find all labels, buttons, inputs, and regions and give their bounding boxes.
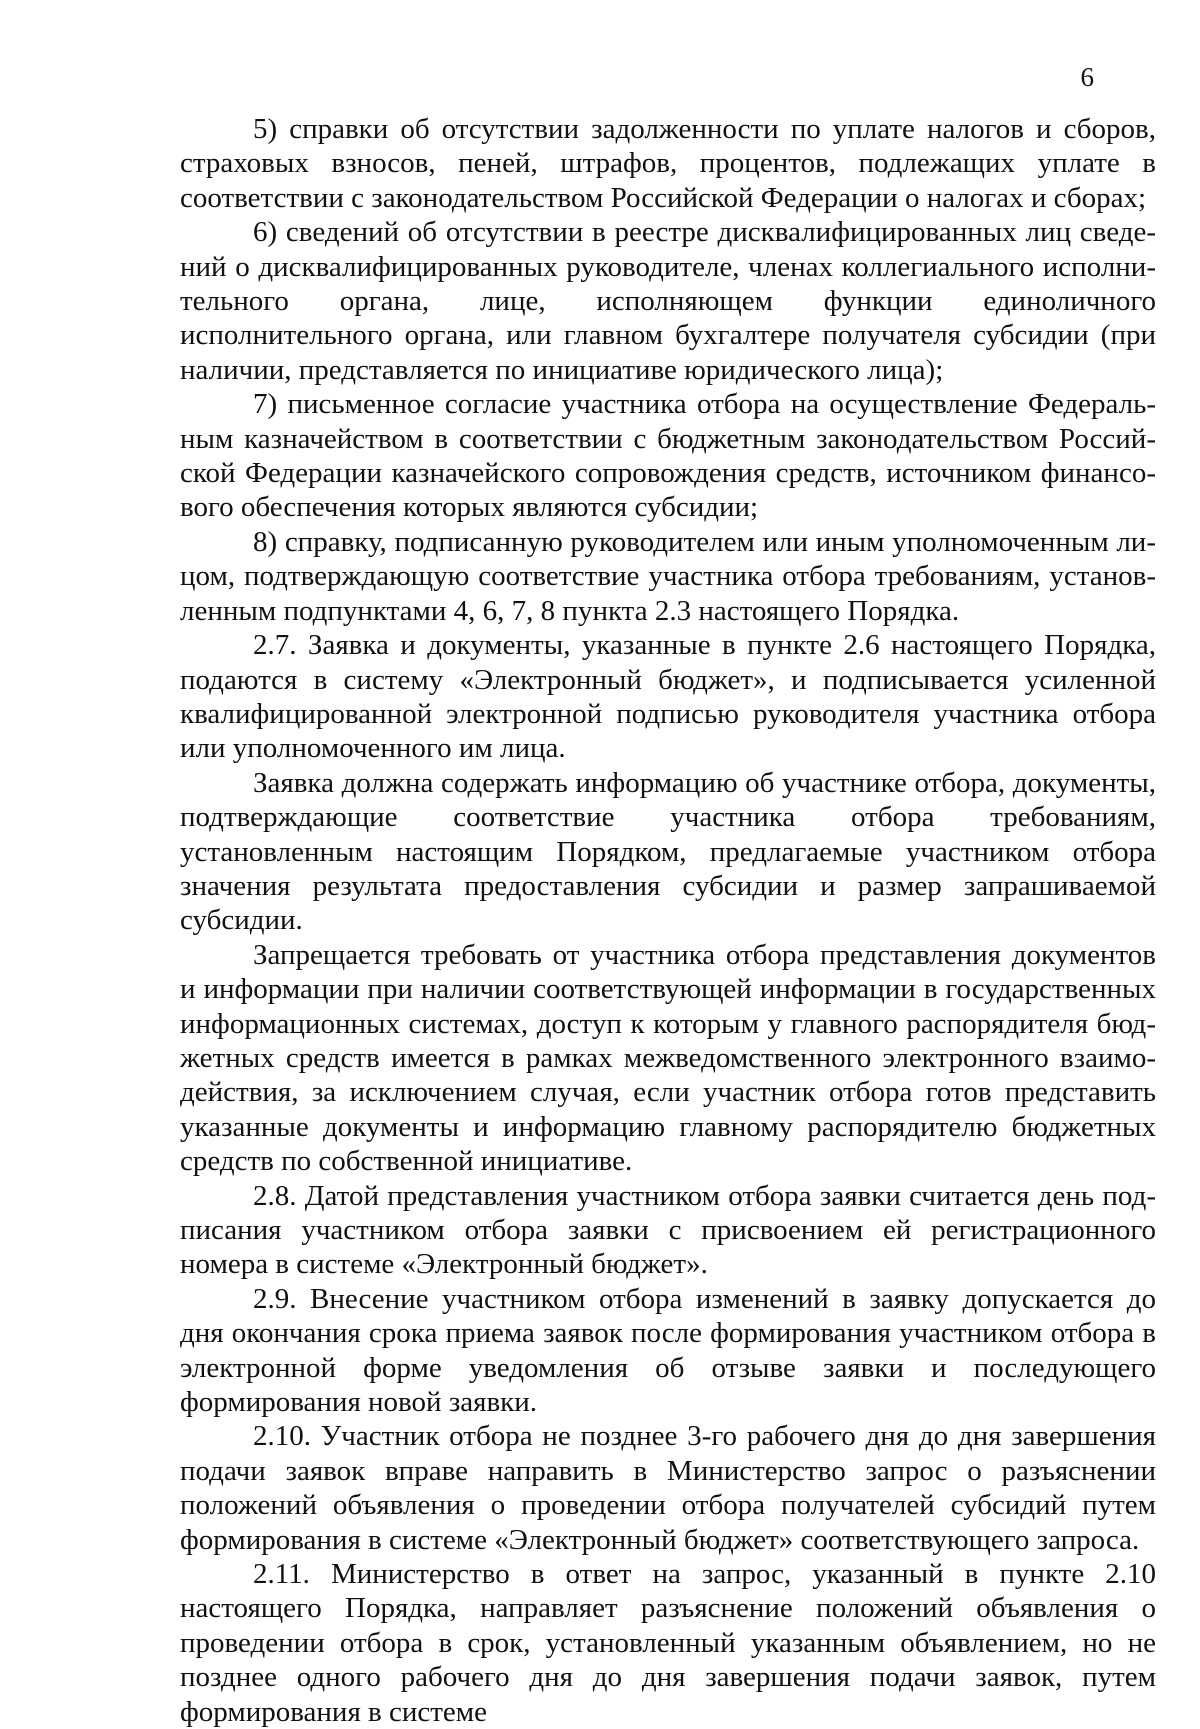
document-body <box>180 112 1156 1729</box>
paragraph-item-7: 7) письменное согласие участника отбора на осуществление Федеральным казначейством в соответствии с бюджетным законодательством Российской Федерации казначейского сопровождения средств, источником финансового обеспечения которых являются субсидии; <box>180 388 1156 524</box>
paragraph-item-5: 5) справки об отсутствии задолженности по уплате налогов и сборов, страховых взносов, пеней, штрафов, процентов, подлежащих уплате в соответствии с законодательством Российской Федерации о налогах и сборах; <box>180 113 1156 214</box>
paragraph-2-9: 2.9. Внесение участником отбора изменений в заявку допускается до дня окончания срока приема заявок после формирования участником отбора в электронной форме уведомления об отзыве заявки и последующего формирования новой заявки. <box>180 1282 1156 1419</box>
paragraph-2-8: 2.8. Датой представления участником отбора заявки считается день подписания участником отбора заявки с присвоением ей регистрационного номера в системе «Электронный бюджет». <box>180 1179 1156 1281</box>
paragraph-prohibition: Запрещается требовать от участника отбора представления документов и информации при наличии соответствующей информации в государственных информационных системах, доступ к которым у главного распорядителя бюджетных средств имеется в рамках межведомственного электронного взаимодействия, за исключением случая, если участник отбора готов представить указанные документы и информацию главному распорядителю бюджетных средств по собственной инициативе. <box>180 938 1156 1178</box>
page-number: 6 <box>1080 62 1094 92</box>
paragraph-item-8: 8) справку, подписанную руководителем или иным уполномоченным лицом, подтверждающую соответствие участника отбора требованиям, установленным подпунктами 4, 6, 7, 8 пункта 2.3 настоящего Порядка. <box>180 525 1156 627</box>
paragraph-item-6: 6) сведений об отсутствии в реестре дисквалифицированных лиц сведений о дисквалифицированных руководителе, членах коллегиального исполнительного органа, лице, исполняющем функции единоличного исполнительного органа, или главном бухгалтере получателя субсидии (при наличии, представляется по инициативе юридического лица); <box>180 216 1156 386</box>
paragraph-application-content: Заявка должна содержать информацию об участнике отбора, документы, подтверждающие соответствие участника отбора требованиям, установленным настоящим Порядком, предлагаемые участником отбора значения результата предоставления субсидии и размер запрашиваемой субсидии. <box>180 766 1156 937</box>
paragraph-2-11: 2.11. Министерство в ответ на запрос, указанный в пункте 2.10 настоящего Порядка, направляет разъяснение положений объявления о проведении отбора в срок, установленный указанным объявлением, но не позднее одного рабочего дня до дня завершения подачи заявок, путем формирования в системе <box>180 1558 1156 1728</box>
paragraph-2-7: 2.7. Заявка и документы, указанные в пункте 2.6 настоящего Порядка, подаются в систему «Электронный бюджет», и подписывается усиленной квалифицированной электронной подписью руководителя участника отбора или уполномоченного им лица. <box>180 629 1156 765</box>
paragraph-2-10: 2.10. Участник отбора не позднее 3-го рабочего дня до дня завершения подачи заявок вправе направить в Министерство запрос о разъяснении положений объявления о проведении отбора получателей субсидий путем формирования в системе «Электронный бюджет» соответствующего запроса. <box>180 1420 1156 1556</box>
